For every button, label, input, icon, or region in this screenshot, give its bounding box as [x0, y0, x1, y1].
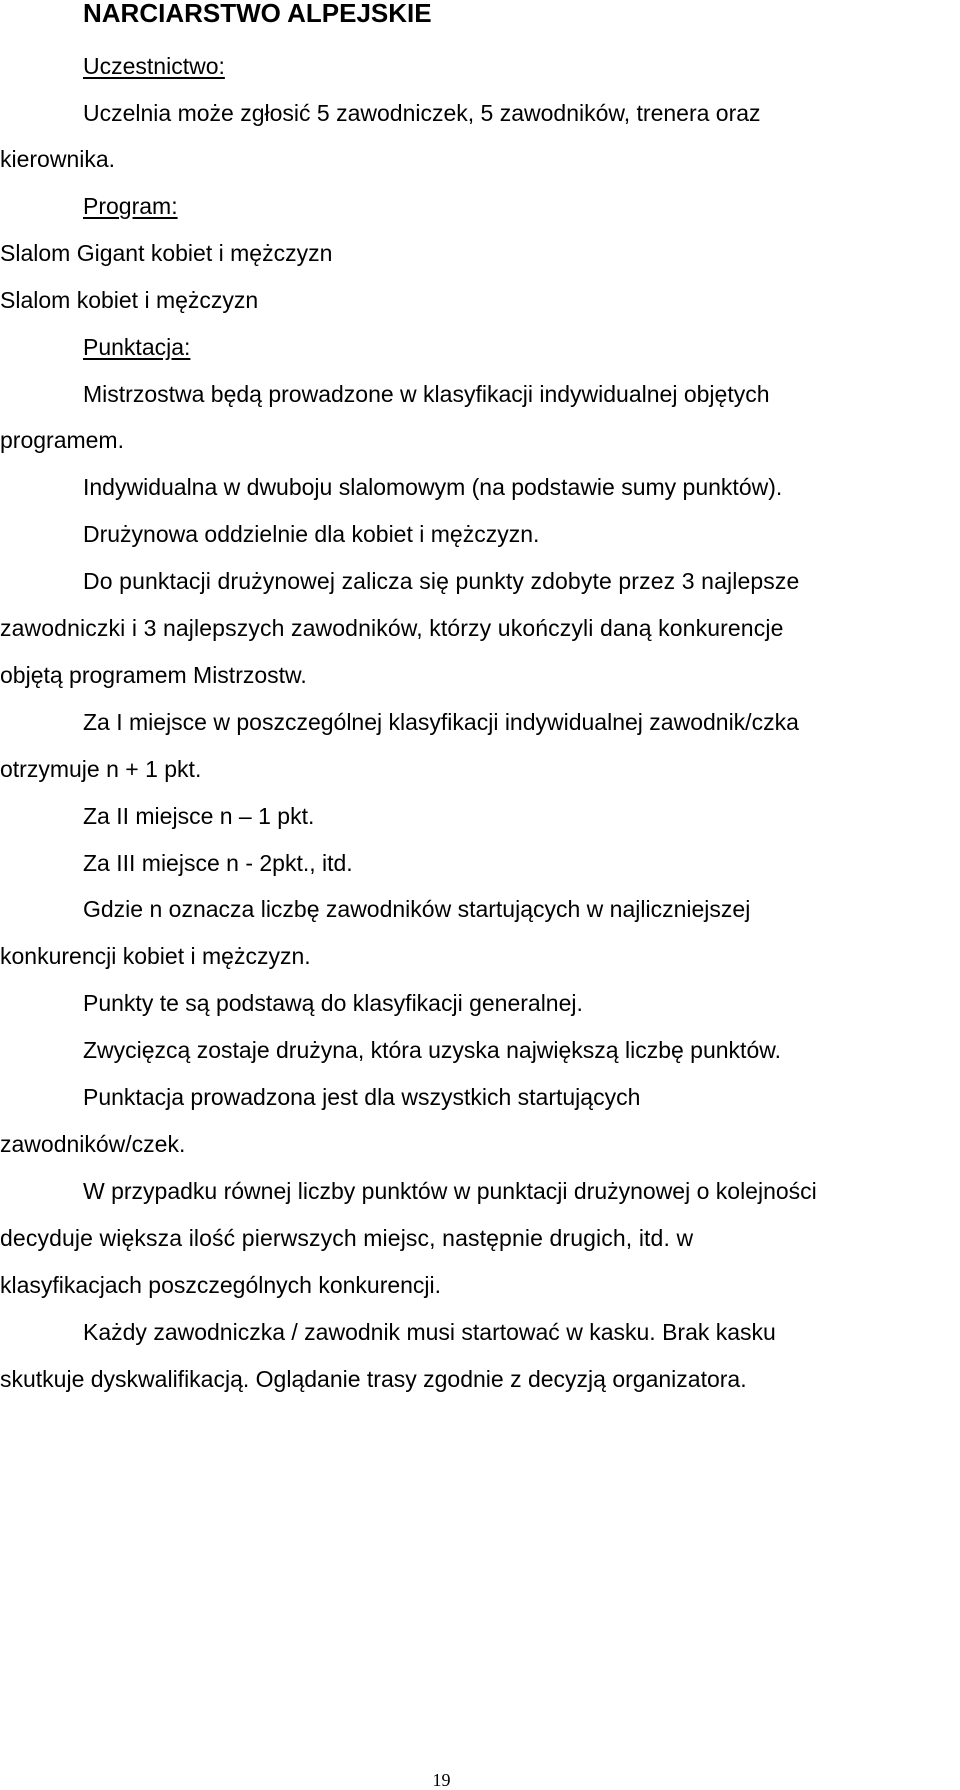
paragraph-line: Za II miejsce n – 1 pkt.	[83, 803, 315, 829]
paragraph-line: Drużynowa oddzielnie dla kobiet i mężczyzn.	[83, 521, 540, 547]
paragraph-line: kierownika.	[0, 146, 116, 172]
section-heading-program: Program:	[83, 193, 178, 219]
document-title: NARCIARSTWO ALPEJSKIE	[83, 0, 432, 28]
paragraph-line: Uczelnia może zgłosić 5 zawodniczek, 5 zawodników, trenera oraz	[83, 100, 761, 126]
section-heading-uczestnictwo: Uczestnictwo:	[83, 53, 225, 79]
paragraph-line: Za III miejsce n - 2pkt., itd.	[83, 850, 353, 876]
program-item: Slalom Gigant kobiet i mężczyzn	[0, 240, 333, 266]
paragraph-line: programem.	[0, 427, 124, 453]
paragraph-line: Za I miejsce w poszczególnej klasyfikacji indywidualnej zawodnik/czka	[83, 709, 799, 735]
paragraph-line: klasyfikacjach poszczególnych konkurencji.	[0, 1272, 442, 1298]
paragraph-line: Gdzie n oznacza liczbę zawodników startujących w najliczniejszej	[83, 896, 751, 922]
section-heading-punktacja: Punktacja:	[83, 334, 191, 360]
paragraph-line: Punkty te są podstawą do klasyfikacji generalnej.	[83, 990, 583, 1016]
paragraph-line: objętą programem Mistrzostw.	[0, 662, 307, 688]
page-number: 19	[432, 1770, 451, 1790]
paragraph-line: zawodniczki i 3 najlepszych zawodników, którzy ukończyli daną konkurencje	[0, 615, 784, 641]
paragraph-line: Indywidualna w dwuboju slalomowym (na podstawie sumy punktów).	[83, 474, 783, 500]
paragraph-line: Punktacja prowadzona jest dla wszystkich startujących	[83, 1084, 641, 1110]
paragraph-line: otrzymuje n + 1 pkt.	[0, 756, 202, 782]
paragraph-line: Mistrzostwa będą prowadzone w klasyfikacji indywidualnej objętych	[83, 381, 770, 407]
paragraph-line: Zwycięzcą zostaje drużyna, która uzyska największą liczbę punktów.	[83, 1037, 781, 1063]
paragraph-line: zawodników/czek.	[0, 1131, 186, 1157]
paragraph-line: decyduje większa ilość pierwszych miejsc, następnie drugich, itd. w	[0, 1225, 694, 1251]
paragraph-line: Do punktacji drużynowej zalicza się punkty zdobyte przez 3 najlepsze	[83, 568, 800, 594]
paragraph-line: Każdy zawodniczka / zawodnik musi startować w kasku. Brak kasku	[83, 1319, 776, 1345]
program-item: Slalom kobiet i mężczyzn	[0, 287, 259, 313]
paragraph-line: skutkuje dyskwalifikacją. Oglądanie trasy zgodnie z decyzją organizatora.	[0, 1366, 747, 1392]
paragraph-line: konkurencji kobiet i mężczyzn.	[0, 943, 311, 969]
paragraph-line: W przypadku równej liczby punktów w punktacji drużynowej o kolejności	[83, 1178, 817, 1204]
